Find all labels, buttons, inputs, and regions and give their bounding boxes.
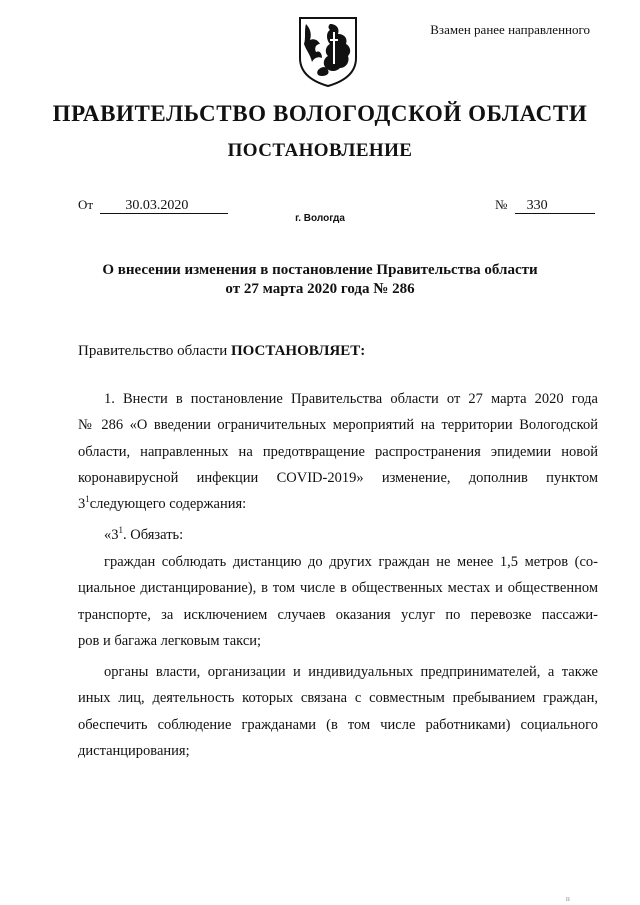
item-1-line: области, направленных на предотвращение распространения эпидемии новой xyxy=(78,443,598,460)
paragraph-line: граждан соблюдать дистанцию до других граждан не менее 1,5 метров (со- xyxy=(104,554,598,570)
subject-line-1: О внесении изменения в постановление Правительства области xyxy=(102,262,538,278)
item-1 xyxy=(78,386,598,517)
paragraph-distancing xyxy=(78,549,598,654)
number-prefix: № xyxy=(495,197,508,212)
replace-note: Взамен ранее направленного xyxy=(430,22,590,37)
subject-heading xyxy=(0,261,640,299)
item-1-tail-text: следующего содержания: xyxy=(89,496,247,513)
clause-text: . Обязать: xyxy=(123,527,184,543)
item-1-tail xyxy=(78,491,598,517)
paragraph-line: ров и багажа легковым такси; xyxy=(78,632,262,649)
subject-line-2: от 27 марта 2020 года № 286 xyxy=(225,281,415,297)
clause-heading xyxy=(78,522,598,548)
item-1-line: 1. Внести в постановление Правительства области от 27 марта 2020 года xyxy=(104,391,598,407)
clause-prefix: «3 xyxy=(104,527,119,543)
item-1-line: коронавирусной инфекции COVID-2019» изменение, дополнив пунктом xyxy=(78,469,598,486)
preamble-text: Правительство области xyxy=(78,343,231,359)
paragraph-line: транспорте, за исключением случаев оказания услуг по перевозке пассажи- xyxy=(78,606,598,623)
preamble-emphasis: ПОСТАНОВЛЯЕТ: xyxy=(230,343,366,359)
paragraph-line: циальное дистанцирование), в том числе в общественных местах и общественном xyxy=(78,580,598,597)
number-row xyxy=(495,197,595,214)
paragraph-line: иных лиц, деятельность которых связана с совместным пребыванием граждан, xyxy=(78,690,598,707)
city: г. Вологда xyxy=(295,213,345,224)
date-prefix: От xyxy=(78,197,94,212)
document-type: ПОСТАНОВЛЕНИЕ xyxy=(227,140,413,161)
clause-sup: 1 xyxy=(118,525,123,536)
footer-mark: п xyxy=(566,895,570,903)
item-1-line: № 286 «О введении ограничительных мероприятий на территории Вологодской xyxy=(78,417,598,434)
item-1-tail-sup: 1 xyxy=(85,494,90,505)
date-value: 30.03.2020 xyxy=(100,198,228,214)
number-value: 330 xyxy=(515,198,595,214)
paragraph-organizations xyxy=(78,659,598,764)
paragraph-line: органы власти, организации и индивидуальных предпринимателей, а также xyxy=(104,664,598,680)
paragraph-line: обеспечить соблюдение гражданами (в том числе работниками) социального xyxy=(78,716,598,733)
government-title: ПРАВИТЕЛЬСТВО ВОЛОГОДСКОЙ ОБЛАСТИ xyxy=(52,101,588,126)
item-1-tail-prefix: 3 xyxy=(78,496,86,513)
date-row xyxy=(78,197,228,214)
preamble xyxy=(78,343,365,360)
vologda-oblast-coat-of-arms-icon xyxy=(296,14,360,88)
paragraph-line: дистанцирования; xyxy=(78,742,190,759)
